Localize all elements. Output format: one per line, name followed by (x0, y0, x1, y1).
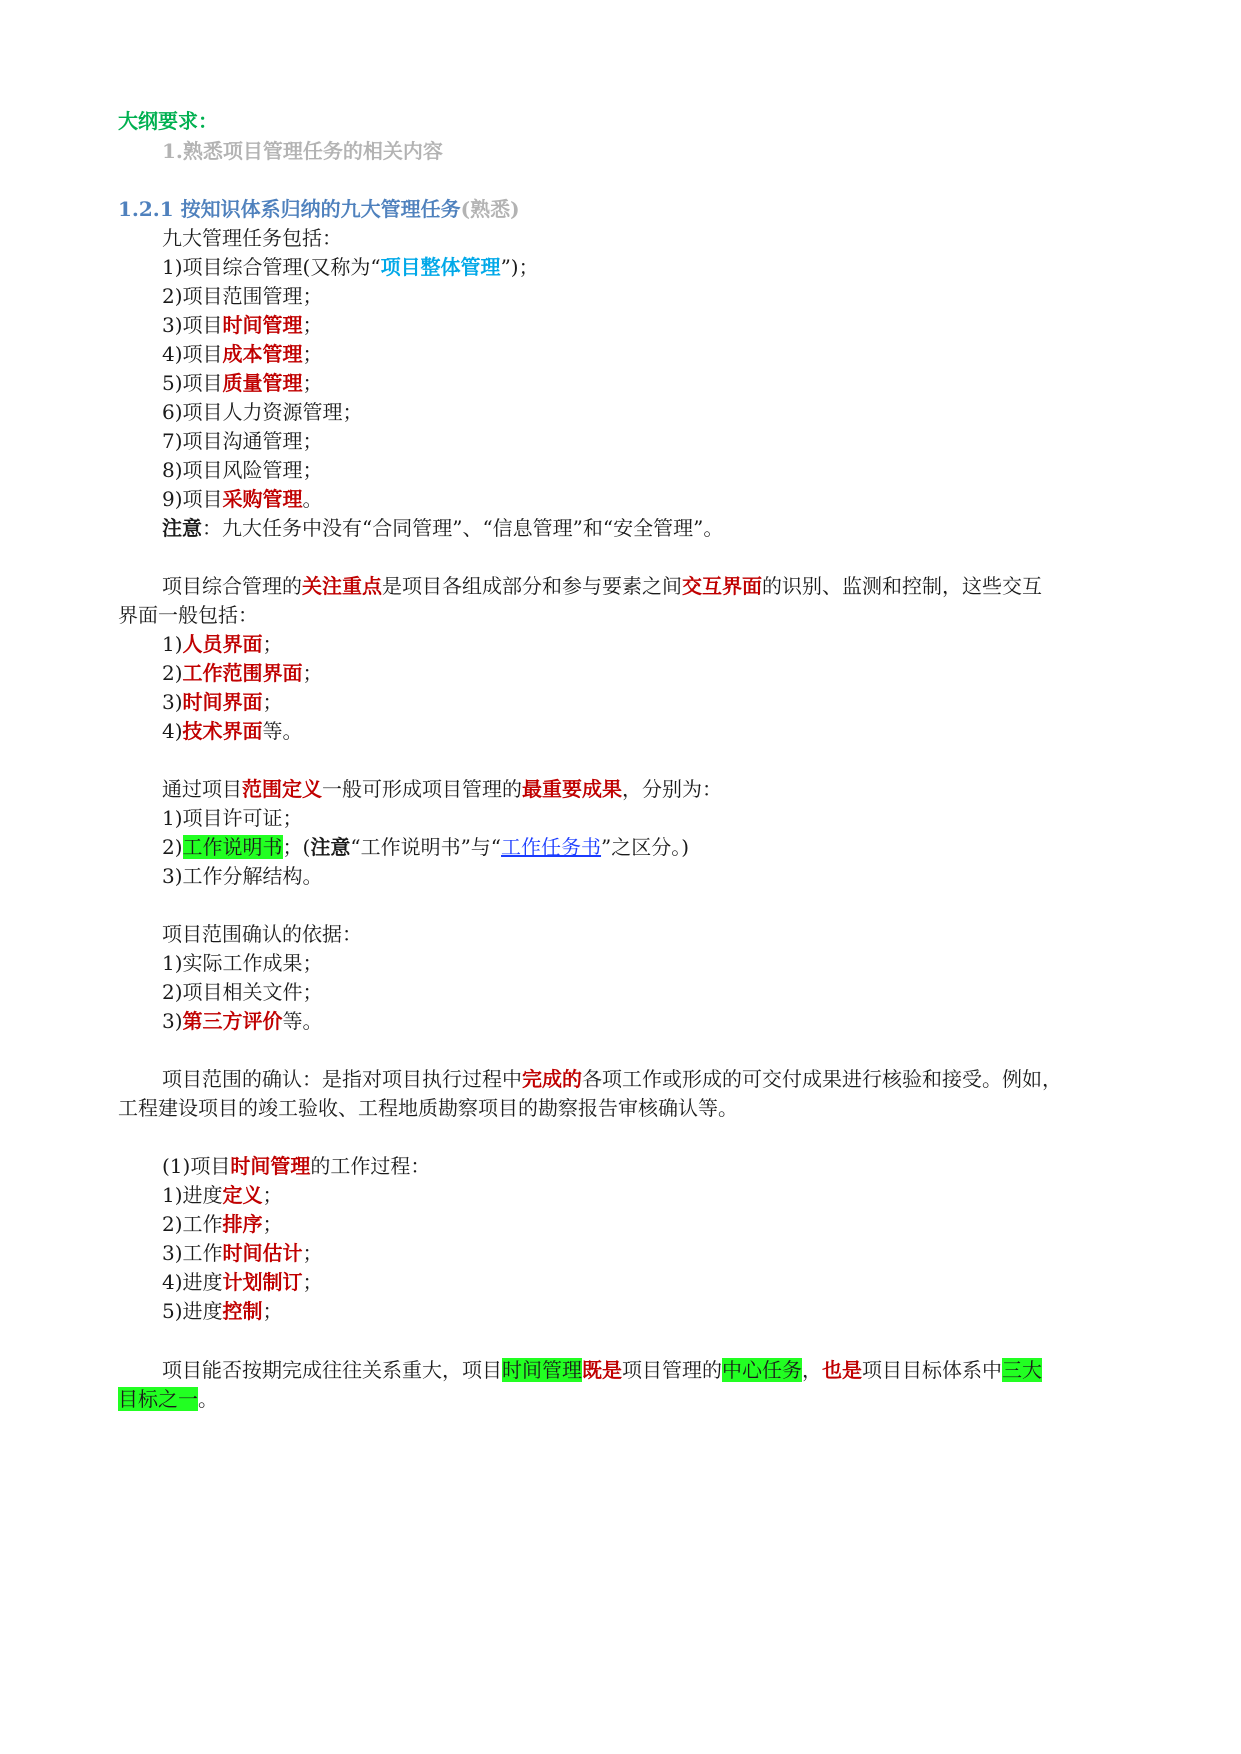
text-run: 9)项目 (162, 487, 223, 511)
emphasis-text: 最重要成果 (522, 777, 622, 801)
text-run: ； (262, 1183, 283, 1207)
emphasis-text: 质量管理 (222, 371, 303, 395)
scope-item-1: 1)项目许可证； (162, 806, 303, 830)
text-run: 2)工作 (162, 1212, 223, 1236)
emphasis-text: 时间管理 (222, 313, 303, 337)
text-run: ；( (282, 835, 311, 859)
emphasis-text: 范围定义 (242, 777, 322, 801)
scope-item-3: 3)工作分解结构。 (162, 864, 323, 888)
emphasis-text: 定义 (222, 1183, 263, 1207)
work-task-book-link[interactable]: 工作任务书 (501, 835, 602, 859)
note-label: 注意 (162, 516, 202, 540)
text-run: ； (302, 1270, 323, 1294)
interface-item-2 (162, 660, 323, 686)
emphasis-text: 时间管理 (230, 1154, 311, 1178)
emphasis-text: 既是 (582, 1358, 622, 1382)
text-run: 1)项目综合管理(又称为“ (162, 255, 381, 279)
text-run: 各项工作或形成的可交付成果进行核验和接受。例如， (582, 1067, 1062, 1091)
text-run: ； (262, 1299, 283, 1323)
emphasis-text: 工作范围界面 (182, 661, 303, 685)
text-run: “工作说明书”与“ (350, 835, 502, 859)
emphasis-text: 技术界面 (182, 719, 263, 743)
text-run: 的识别、监测和控制，这些交互 (762, 574, 1042, 598)
confirm-def-line2: 工程建设项目的竣工验收、工程地质勘察项目的勘察报告审核确认等。 (118, 1096, 738, 1120)
emphasis-text: 也是 (822, 1358, 862, 1382)
text-run: ； (302, 342, 323, 366)
emphasis-text: 采购管理 (222, 487, 303, 511)
time-mgmt-item-2 (162, 1211, 283, 1237)
text-run: 4)项目 (162, 342, 223, 366)
section-heading-text: 1.2.1 按知识体系归纳的九大管理任务 (118, 197, 461, 221)
text-run: ； (262, 632, 283, 656)
text-run: 4)进度 (162, 1270, 223, 1294)
outline-item: 1.熟悉项目管理任务的相关内容 (162, 139, 443, 163)
emphasis-text: 时间界面 (182, 690, 263, 714)
time-mgmt-item-4 (162, 1269, 323, 1295)
text-run: 。 (198, 1387, 218, 1411)
text-run: 项目管理的 (622, 1358, 722, 1382)
text-run: 3)项目 (162, 313, 223, 337)
text-run: 的工作过程： (310, 1154, 431, 1178)
highlighted-text: 中心任务 (722, 1358, 802, 1382)
highlighted-text: 目标之一 (118, 1387, 198, 1411)
task-item-1 (162, 254, 539, 280)
integration-paragraph-line1 (162, 573, 1042, 599)
text-run: 1) (162, 632, 183, 656)
confirm-basis-item-3 (162, 1008, 323, 1034)
text-run: 等。 (262, 719, 303, 743)
text-run: (1)项目 (162, 1154, 231, 1178)
text-run: ； (262, 1212, 283, 1236)
text-run: 项目综合管理的 (162, 574, 302, 598)
text-run: ”之区分。) (601, 835, 690, 859)
text-run: 3) (162, 1009, 183, 1033)
section-heading (118, 196, 520, 222)
time-mgmt-intro (162, 1153, 430, 1179)
text-run: 5)进度 (162, 1299, 223, 1323)
text-run: 是项目各组成部分和参与要素之间 (382, 574, 682, 598)
tasks-note (162, 515, 723, 541)
time-mgmt-item-1 (162, 1182, 283, 1208)
task-item-8: 8)项目风险管理； (162, 458, 323, 482)
emphasis-text: 完成的 (522, 1067, 582, 1091)
text-run: 。 (302, 487, 323, 511)
text-run: ：九大任务中没有“合同管理”、“信息管理”和“安全管理”。 (202, 516, 724, 540)
emphasis-text: 交互界面 (682, 574, 762, 598)
task-item-3 (162, 312, 323, 338)
highlighted-text: 三大 (1002, 1358, 1042, 1382)
emphasis-text: 时间估计 (222, 1241, 303, 1265)
emphasis-text: 关注重点 (302, 574, 382, 598)
text-run: ； (302, 371, 323, 395)
text-run: ； (302, 313, 323, 337)
text-run: ”)； (500, 255, 539, 279)
emphasis-text: 计划制订 (222, 1270, 303, 1294)
emphasis-text: 第三方评价 (182, 1009, 283, 1033)
confirm-basis-item-2: 2)项目相关文件； (162, 980, 323, 1004)
text-run: 4) (162, 719, 183, 743)
time-mgmt-item-5 (162, 1298, 283, 1324)
text-run: 一般可形成项目管理的 (322, 777, 522, 801)
emphasis-text: 排序 (222, 1212, 263, 1236)
task-item-9 (162, 486, 323, 512)
interface-item-3 (162, 689, 283, 715)
confirm-basis-intro: 项目范围确认的依据： (162, 922, 362, 946)
note-label: 注意 (310, 835, 351, 859)
emphasis-text: 控制 (222, 1299, 263, 1323)
text-run: 5)项目 (162, 371, 223, 395)
confirm-basis-item-1: 1)实际工作成果； (162, 951, 323, 975)
conclusion-line2 (118, 1386, 218, 1412)
text-run: 2) (162, 661, 183, 685)
text-run: ； (302, 1241, 323, 1265)
text-run: 2) (162, 835, 183, 859)
text-run: 3) (162, 690, 183, 714)
confirm-def-line1 (162, 1066, 1062, 1092)
task-item-7: 7)项目沟通管理； (162, 429, 323, 453)
interface-item-4 (162, 718, 303, 744)
highlighted-text: 工作说明书 (182, 835, 283, 859)
time-mgmt-item-3 (162, 1240, 323, 1266)
task-item-2: 2)项目范围管理； (162, 284, 323, 308)
text-run: 等。 (282, 1009, 323, 1033)
integration-paragraph-line2: 界面一般包括： (118, 603, 258, 627)
text-run: 项目范围的确认：是指对项目执行过程中 (162, 1067, 522, 1091)
text-run: 项目能否按期完成往往关系重大，项目 (162, 1358, 502, 1382)
text-run: ，分别为： (622, 777, 722, 801)
outline-title: 大纲要求： (118, 109, 218, 133)
tasks-intro: 九大管理任务包括： (162, 226, 342, 250)
task-item-6: 6)项目人力资源管理； (162, 400, 363, 424)
highlighted-text: 时间管理 (502, 1358, 582, 1382)
text-run: 项目目标体系中 (862, 1358, 1002, 1382)
scope-paragraph (162, 776, 722, 802)
emphasis-text: 人员界面 (182, 632, 263, 656)
emphasis-text: 成本管理 (222, 342, 303, 366)
text-run: ； (302, 661, 323, 685)
interface-item-1 (162, 631, 283, 657)
scope-item-2 (162, 834, 689, 860)
text-run: ； (262, 690, 283, 714)
section-heading-tag: (熟悉) (460, 197, 520, 221)
task-item-5 (162, 370, 323, 396)
emphasis-text: 项目整体管理 (380, 255, 501, 279)
text-run: 1)进度 (162, 1183, 223, 1207)
conclusion-line1 (162, 1357, 1042, 1383)
text-run: ， (802, 1358, 822, 1382)
task-item-4 (162, 341, 323, 367)
text-run: 通过项目 (162, 777, 242, 801)
text-run: 3)工作 (162, 1241, 223, 1265)
